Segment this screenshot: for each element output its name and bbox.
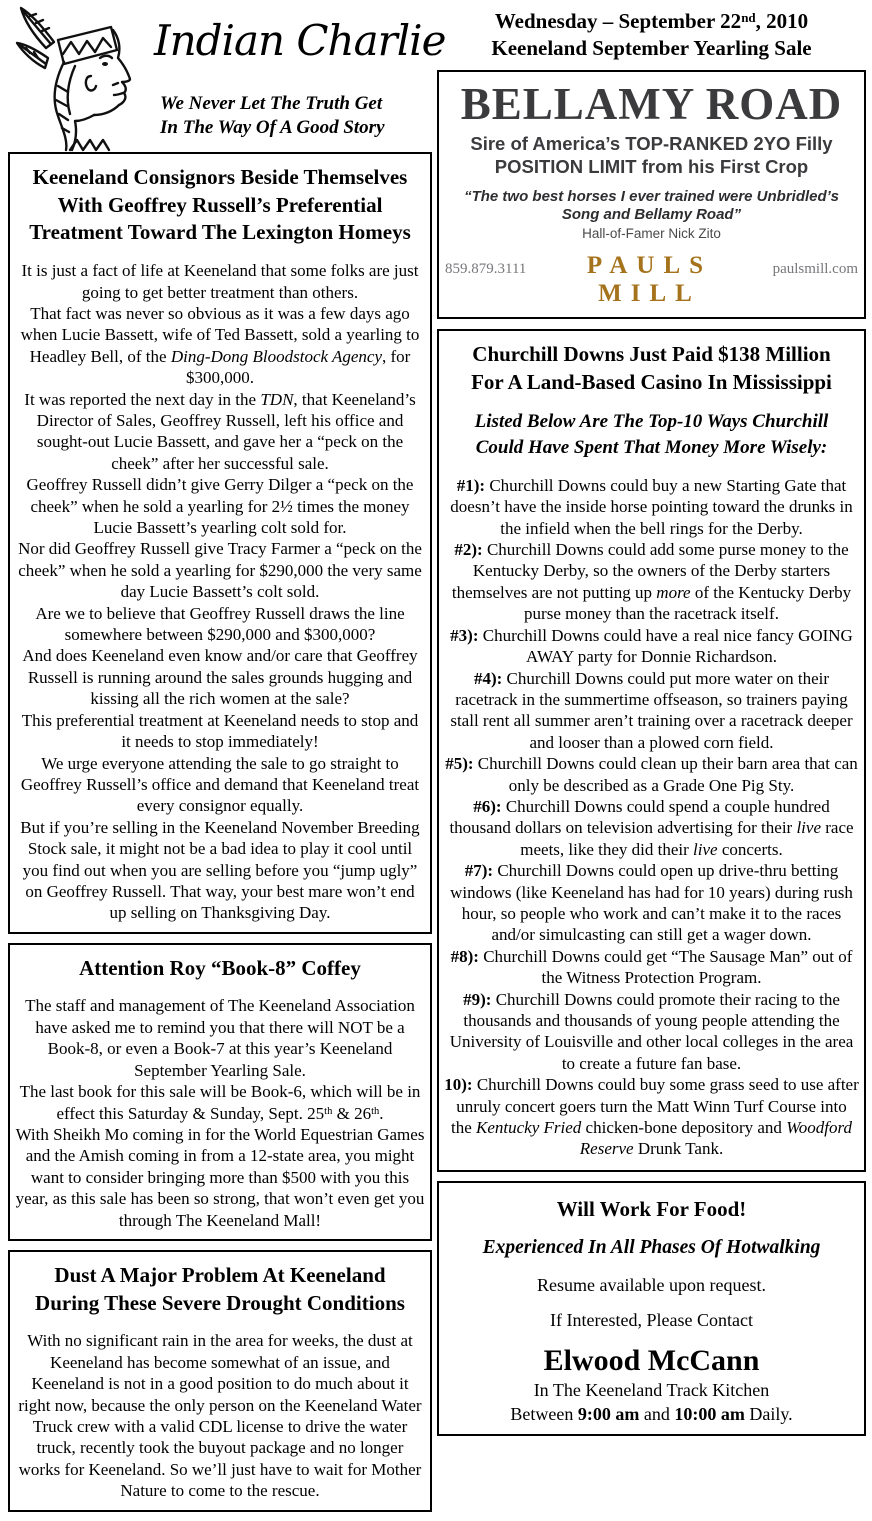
item-number: #9):	[463, 989, 492, 1009]
paragraph: It is just a fact of life at Keeneland that some folks are just going to get better treatment than others.	[21, 261, 419, 302]
item-text: Churchill Downs could buy a new Starting Gate that doesn’t have the inside horse pointing toward the drunks in the infield when the bell rings for the Derby.	[450, 475, 853, 538]
item-text: Churchill Downs could buy some grass seed to use after unruly concert goers turn the Matt Winn Turf Course into the Kentucky Fried chicken-bone depository and Woodford Reserve Drunk Tank.	[451, 1075, 859, 1159]
top10-item	[444, 668, 859, 754]
ww-contact-name: Elwood McCann	[543, 1343, 760, 1377]
item-text: Churchill Downs could put more water on their racetrack in the summertime offseason, so trainers paying stall rent all summer aren’t training over a racetrack deeper and looser than a plowed corn field.	[450, 668, 853, 752]
paragraph: The staff and management of The Keeneland Association have asked me to remind you that there will NOT be a Book-8, or even a Book-7 at this year’s Keeneland September Yearling Sale.	[25, 996, 415, 1080]
tagline-line-1: We Never Let The Truth Get	[160, 93, 383, 114]
item-text: Churchill Downs could get “The Sausage Man” out of the Witness Protection Program.	[483, 946, 853, 988]
issue-event: Keeneland September Yearling Sale	[491, 35, 812, 60]
right-column	[437, 0, 866, 1445]
publication-tagline	[160, 92, 385, 140]
ww-resume-line: Resume available upon request.	[537, 1274, 766, 1295]
top10-item	[444, 860, 859, 946]
paragraph: The last book for this sale will be Book-6, which will be in effect this Saturday & Sunday, Sept. 25th & 26th.	[19, 1082, 421, 1123]
paragraph: With Sheikh Mo coming in for the World Equestrian Games and the Amish coming in from a 12-state area, you might want to consider bringing more than $500 with you this year, as this sale has been so strong, that won’t even get you through The Keeneland Mall!	[15, 1124, 425, 1230]
top10-item	[444, 796, 859, 860]
item-number: #2):	[454, 540, 483, 560]
ad-quote: “The two best horses I ever trained were Unbridled’s Song and Bellamy Road”	[464, 187, 839, 223]
item-number: 10):	[444, 1075, 473, 1095]
ww-location-line: In The Keeneland Track Kitchen	[533, 1380, 770, 1401]
ad-contact-row	[445, 252, 858, 308]
top10-item	[444, 989, 859, 1075]
item-number: #4):	[473, 668, 503, 688]
top10-item	[444, 475, 859, 539]
paragraph: But if you’re selling in the Keeneland November Breeding Stock sale, it might not be a bad idea to play it cool until you find out when you are selling before you “jump ugly” on Geoffrey Russell. That way, your best mare won’t end up selling on Thanksgiving Day.	[20, 817, 420, 923]
top10-item	[444, 539, 859, 625]
will-work-for-food-ad	[437, 1181, 866, 1436]
ww-title: Will Work For Food!	[556, 1196, 747, 1221]
article-consignors-title: Keeneland Consignors Beside Themselves With Geoffrey Russell’s Preferential Treatment Toward The Lexington Homeys	[29, 165, 411, 245]
tagline-line-2: In The Way Of A Good Story	[160, 116, 385, 138]
item-number: #6):	[473, 796, 502, 816]
ww-time-line: Between 9:00 am and 10:00 am Daily.	[510, 1403, 793, 1424]
item-text: Churchill Downs could have a real nice fancy GOING AWAY party for Donnie Richardson.	[482, 625, 853, 667]
paragraph: Geoffrey Russell didn’t give Gerry Dilger a “peck on the cheek” when he sold a yearling for 2½ times the money Lucie Bassett’s yearling colt sold for.	[26, 475, 414, 538]
top10-item	[444, 946, 859, 989]
article-book8	[8, 943, 432, 1241]
paragraph: It was reported the next day in the TDN, that Keeneland’s Director of Sales, Geoffrey Russell, left his office and sought-out Lucie Bassett, and gave her a “peck on the cheek” after her successful sale.	[24, 389, 416, 473]
article-dust-title: Dust A Major Problem At Keeneland During These Severe Drought Conditions	[35, 1262, 405, 1315]
paragraph: That fact was never so obvious as it was a few days ago when Lucie Bassett, wife of Ted Bassett, sold a yearling to Headley Bell, of the Ding-Dong Bloodstock Agency, for $300,000.	[20, 303, 420, 388]
item-number: #8):	[450, 946, 479, 966]
item-number: #5):	[445, 754, 474, 774]
ad-quote-attribution: Hall-of-Famer Nick Zito	[582, 225, 721, 241]
item-text: Churchill Downs could open up drive-thru betting windows (like Keeneland has had for 10 years) during rush hour, so people who work and can’t make it to the races and/or simulcasting can still get a wager down.	[450, 861, 853, 945]
top10-list	[444, 475, 859, 1160]
paragraph: And does Keeneland even know and/or care that Geoffrey Russell is running around the sales grounds hugging and kissing all the rich women at the sale?	[22, 646, 418, 709]
article-book8-body	[15, 995, 425, 1230]
ad-farm-name: PAULS MILL	[586, 251, 713, 307]
article-consignors-body	[15, 260, 425, 924]
article-churchill-subtitle: Listed Below Are The Top-10 Ways Churchill Could Have Spent That Money More Wisely:	[474, 411, 829, 458]
paragraph: Nor did Geoffrey Russell give Tracy Farmer a “peck on the cheek” when he sold a yearling for $290,000 the very same day Lucie Bassett’s colt sold.	[18, 539, 422, 602]
item-number: #1):	[456, 475, 486, 495]
issue-date: Wednesday – September 22nd, 2010	[494, 9, 809, 33]
ad-stallion-name: BELLAMY ROAD	[460, 78, 843, 129]
ad-subtitle: Sire of America’s TOP-RANKED 2YO Filly POSITION LIMIT from his First Crop	[470, 132, 833, 177]
article-dust	[8, 1250, 432, 1512]
ww-contact-line: If Interested, Please Contact	[550, 1310, 753, 1331]
publication-title: Indian Charlie	[154, 16, 446, 65]
indian-head-illustration	[14, 2, 148, 152]
left-column	[8, 0, 446, 1521]
ad-phone: 859.879.3111	[445, 260, 527, 277]
item-text: Churchill Downs could promote their racing to the thousands and thousands of young people attending the University of Louisville and other local colleges in the area to create a future fan base.	[449, 989, 854, 1073]
issue-date-header	[437, 8, 866, 62]
article-churchill-title: Churchill Downs Just Paid $138 Million For A Land-Based Casino In Mississippi	[471, 341, 832, 394]
article-churchill	[437, 329, 866, 1172]
item-text: Churchill Downs could add some purse money to the Kentucky Derby, so the owners of the Derby starters themselves are not putting up more of the Kentucky Derby purse money than the racetrack itself.	[451, 540, 852, 624]
bellamy-road-ad	[437, 70, 866, 319]
top10-item	[444, 1074, 859, 1160]
ww-experience-line: Experienced In All Phases Of Hotwalking	[482, 1236, 821, 1258]
item-number: #7):	[464, 861, 494, 881]
paragraph: We urge everyone attending the sale to go straight to Geoffrey Russell’s office and demand that Keeneland treat every consignor equally.	[20, 753, 420, 816]
article-book8-title: Attention Roy “Book-8” Coffey	[79, 955, 361, 980]
article-dust-body	[15, 1330, 425, 1501]
ad-website: paulsmill.com	[772, 260, 858, 277]
item-text: Churchill Downs could clean up their barn area that can only be described as a Grade One Pig Sty.	[477, 754, 858, 795]
paragraph: Are we to believe that Geoffrey Russell draws the line somewhere between $290,000 and $300,000?	[35, 603, 405, 645]
top10-item	[444, 753, 859, 796]
masthead	[8, 0, 446, 152]
paragraph: With no significant rain in the area for weeks, the dust at Keeneland has become somewhat of an issue, and Keeneland is not in a good position to do much about it right now, because the only person on the Keeneland Water Truck crew with a valid CDL license to drive the water truck, recently took the buyout package and no longer works for Keeneland. So we’ll just have to wait for Mother Nature to come to the rescue.	[18, 1331, 422, 1501]
item-number: #3):	[450, 625, 479, 645]
paragraph: This preferential treatment at Keeneland needs to stop and it needs to stop immediately!	[21, 710, 419, 752]
top10-item	[444, 625, 859, 668]
item-text: Churchill Downs could spend a couple hundred thousand dollars on television advertising for their live race meets, like they did their live concerts.	[449, 796, 854, 859]
article-consignors	[8, 152, 432, 934]
